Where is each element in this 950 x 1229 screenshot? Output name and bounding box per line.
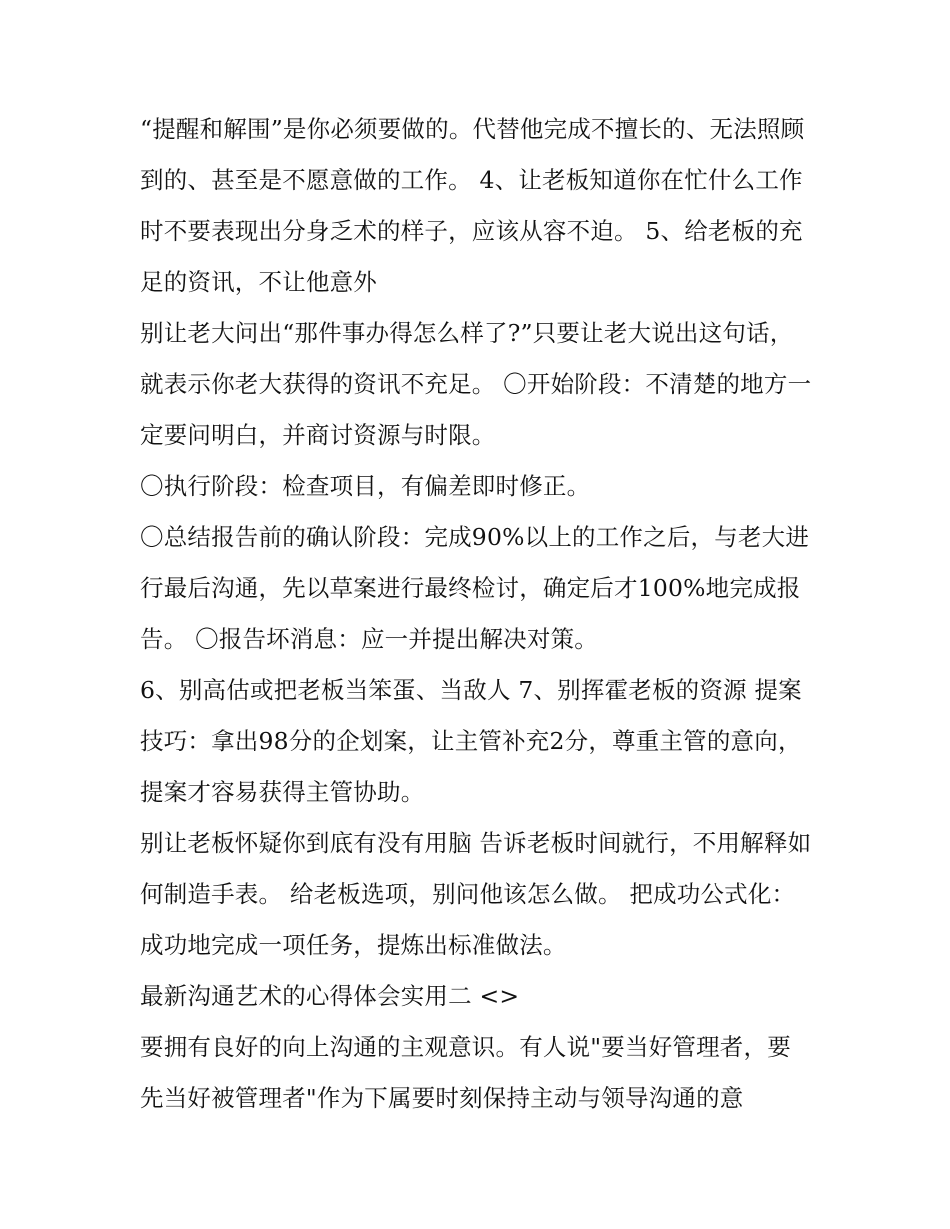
- document-body: [140, 104, 812, 1124]
- paragraph-3: 〇执行阶段：检查项目，有偏差即时修正。: [140, 472, 591, 500]
- paragraph-4: 〇总结报告前的确认阶段：完成90%以上的工作之后，与老大进行最后沟通，先以草案进行最终检讨，确定后才100%地完成报告。 〇报告坏消息：应一并提出解决对策。: [140, 523, 810, 653]
- paragraph-7: 要拥有良好的向上沟通的主观意识。有人说"要当好管理者，要先当好被管理者"作为下属要时刻保持主动与领导沟通的意: [140, 1033, 791, 1112]
- paragraph-6: 别让老板怀疑你到底有没有用脑 告诉老板时间就行，不用解释如何制造手表。 给老板选项，别问他该怎么做。 把成功公式化：成功地完成一项任务，提炼出标准做法。: [140, 829, 812, 959]
- paragraph-5: 6、别高估或把老板当笨蛋、当敌人 7、别挥霍老板的资源 提案技巧：拿出98分的企划案，让主管补充2分，尊重主管的意向，提案才容易获得主管协助。: [140, 676, 802, 806]
- paragraph-1: “提醒和解围”是你必须要做的。代替他完成不擅长的、无法照顾到的、甚至是不愿意做的工作。 4、让老板知道你在忙什么工作时不要表现出分身乏术的样子，应该从容不迫。 5、给老板的充足的资讯，不让他意外: [140, 115, 805, 296]
- paragraph-2: 别让老大问出“那件事办得怎么样了?”只要让老大说出这句话，就表示你老大获得的资讯不充足。 〇开始阶段：不清楚的地方一定要问明白，并商讨资源与时限。: [140, 319, 812, 449]
- section-title: 最新沟通艺术的心得体会实用二 <>: [140, 982, 520, 1010]
